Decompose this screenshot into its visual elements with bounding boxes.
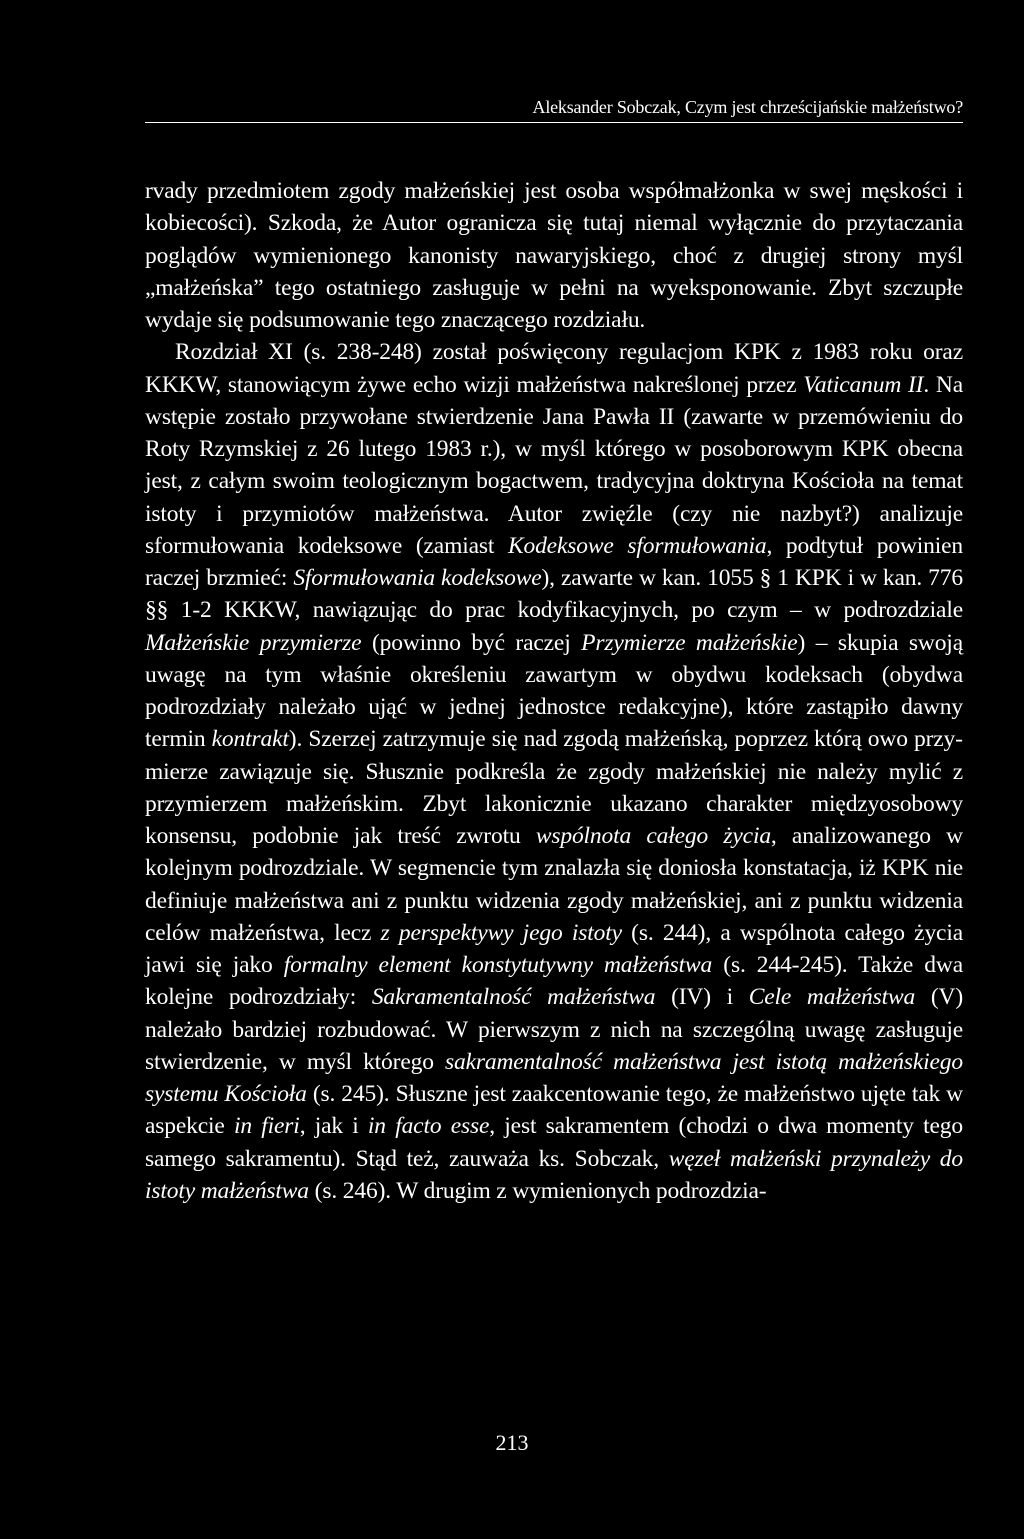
italic-text-run: Sakramentalność małżeństwa xyxy=(371,984,656,1011)
page-number: 213 xyxy=(495,1430,529,1455)
italic-text-run: Cele małżeństwa xyxy=(748,984,916,1011)
text-run: , analizowanego w kolejnym podrozdziale. W segmencie tym znalazła się doniosła konstatacja, iż KPK nie definiuje małżeństwa ani z punktu widzenia zgody małżeńskiej, ani z punktu widzenia celów małżeństwa, lecz xyxy=(145,823,963,946)
paragraph-1 xyxy=(145,175,963,336)
text-run: , jest sakramentem (chodzi o dwa momenty tego samego sakramentu). Stąd też, zauważa ks. Sobczak, xyxy=(145,1113,963,1172)
italic-text-run: kontrakt xyxy=(211,726,289,753)
italic-text-run: formalny element konstytutywny małżeństwa xyxy=(283,952,713,978)
text-run: (s. 244-245). Także dwa kolejne podrozdziały: xyxy=(145,952,963,1011)
text-run: (IV) i xyxy=(655,984,749,1011)
italic-text-run: in fieri xyxy=(234,1113,300,1140)
italic-text-run: in facto esse xyxy=(367,1113,490,1140)
text-run: ). Szerzej zatrzymuje się nad zgodą małżeńską, poprzez którą owo przymierze zawiązuje się. Słusznie podkreśla że zgody małżeńskiej nie należy mylić z przymierzem małżeńskim. Zbyt lakonicznie ukazano charakter międzyosobowy konsensu, podobnie jak treść zwrotu xyxy=(145,726,963,849)
italic-text-run: Przymierze małżeńskie xyxy=(581,629,798,656)
italic-text-run: Kodeksowe sformułowania xyxy=(507,532,767,559)
paragraph-2 xyxy=(145,336,963,1207)
text-run: (s. 244), a wspólnota całego życia jawi się jako xyxy=(145,919,963,978)
text-run: , jak i xyxy=(299,1113,368,1140)
italic-text-run: Vaticanum II xyxy=(803,371,924,398)
text-run: rvady przedmiotem zgody małżeńskiej jest osoba współmałżonka w swej męskości i kobiecości). Szkoda, że Autor ogranicza się tutaj niemal wyłącznie do przytaczania poglądów wymienionego kanonisty nawaryjskiego, choć z drugiej strony myśl „małżeńska” tego ostatniego zasługuje w pełni na wyeksponowanie. Zbyt szczupłe wydaje się podsumowanie tego znaczącego rozdziału. xyxy=(145,178,963,333)
italic-text-run: sakramentalność małżeństwa jest istotą małżeńskiego systemu Kościoła xyxy=(145,1048,963,1107)
body-text xyxy=(145,175,963,1207)
italic-text-run: z perspektywy jego istoty xyxy=(380,919,622,946)
text-run: Rozdział XI (s. 238-248) został poświęcony regulacjom KPK z 1983 roku oraz KKKW, stanowiącym żywe echo wizji małżeństwa nakreślonej przez xyxy=(145,339,963,398)
text-run: (V) należało bardziej rozbudować. W pierwszym z nich na szczególną uwagę zasługuje stwierdzenie, w myśl którego xyxy=(145,984,964,1075)
text-run: ), zawarte w kan. 1055 § 1 KPK i w kan. 776 §§ 1-2 KKKW, nawiązując do prac kodyfikacyjnych, po czym – w podrozdziale xyxy=(145,565,963,624)
text-run: (powinno być raczej xyxy=(361,629,582,656)
italic-text-run: Sformułowania kodeksowe xyxy=(293,565,542,591)
text-run: . Na wstępie zostało przywołane stwierdzenie Jana Pawła II (zawarte w przemówieniu do Roty Rzymskiej z 26 lutego 1983 r.), w myśl którego w posoborowym KPK obecna jest, z całym swoim teologicznym bogactwem, tradycyjna doktryna Kościoła na temat istoty i przymiotów małżeństwa. Autor zwięźle (czy nie nazbyt?) analizuje sformułowania kodeksowe (zamiast xyxy=(145,371,963,559)
italic-text-run: wspólnota całego życia xyxy=(535,823,771,849)
text-run: ) – skupia swoją uwagę na tym właśnie określeniu zawartym w obydwu kodeksach (obydwa podrozdziały należało ująć w jednej jednostce redakcyjne), które zastąpiło dawny termin xyxy=(145,629,963,753)
text-run: (s. 245). Słuszne jest zaakcentowanie tego, że małżeństwo ujęte tak w aspekcie xyxy=(145,1081,963,1140)
page xyxy=(145,96,963,1207)
running-header: Aleksander Sobczak, Czym jest chrześcijańskie małżeństwo? xyxy=(145,96,963,123)
text-run: , podtytuł powinien raczej brzmieć: xyxy=(145,532,963,591)
italic-text-run: Małżeńskie przymierze xyxy=(145,629,362,656)
text-run: (s. 246). W drugim z wymienionych podrozdzia- xyxy=(308,1177,767,1204)
italic-text-run: węzeł małżeński przynależy do istoty małżeństwa xyxy=(145,1145,963,1204)
